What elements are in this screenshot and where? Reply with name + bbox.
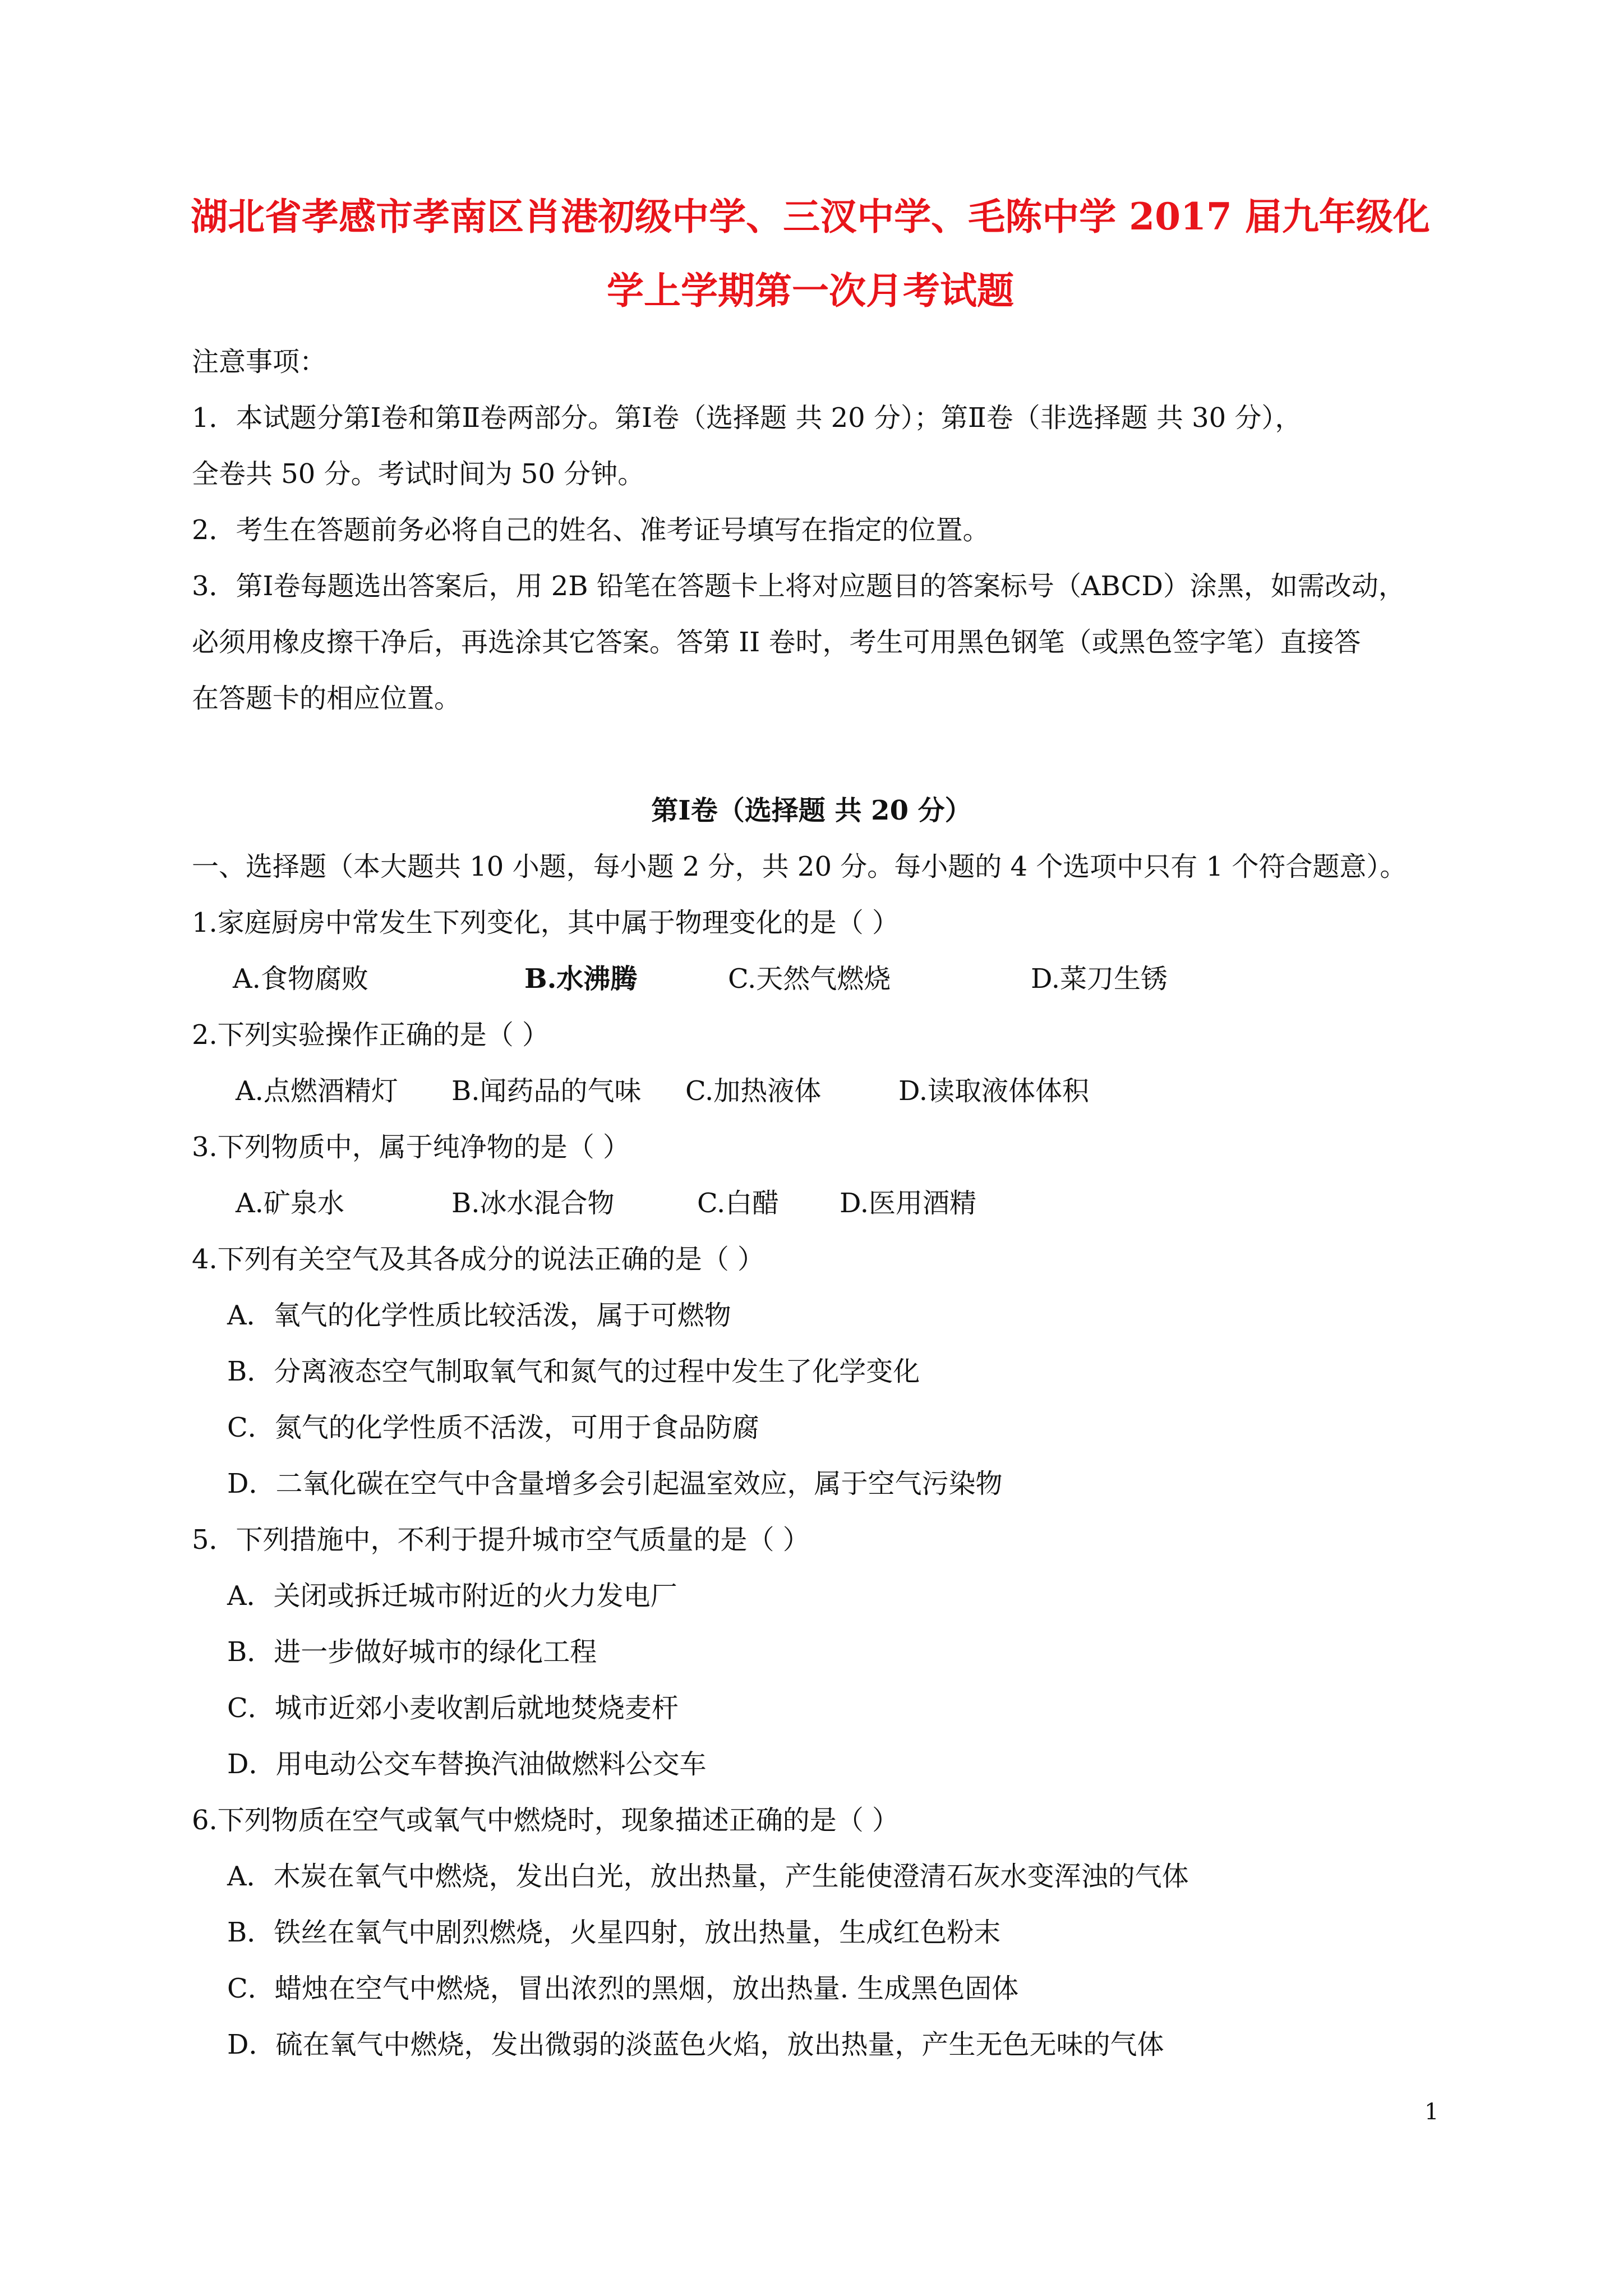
section-1-title: 第Ⅰ卷（选择题 共 20 分） <box>651 795 972 826</box>
question-2-option-c: C.加热液体 <box>685 1075 822 1107</box>
question-5-option-c: C．城市近郊小麦收割后就地焚烧麦杆 <box>227 1692 679 1724</box>
question-1-stem: 1.家庭厨房中常发生下列变化，其中属于物理变化的是（ ） <box>192 907 900 938</box>
note-2: 2．考生在答题前务必将自己的姓名、准考证号填写在指定的位置。 <box>192 514 990 546</box>
note-3-line-3: 在答题卡的相应位置。 <box>192 683 462 714</box>
question-1-option-c: C.天然气燃烧 <box>728 963 891 995</box>
exam-title-line-2: 学上学期第一次月考试题 <box>607 269 1014 312</box>
question-2-stem: 2.下列实验操作正确的是（ ） <box>192 1019 550 1051</box>
question-4-option-d: D．二氧化碳在空气中含量增多会引起温室效应，属于空气污染物 <box>227 1468 1003 1499</box>
question-3-option-c: C.白醋 <box>697 1188 780 1219</box>
question-1-options <box>0 959 1623 999</box>
question-3-option-a: A.矿泉水 <box>236 1188 344 1219</box>
question-5-stem: 5．下列措施中，不利于提升城市空气质量的是（ ） <box>192 1524 810 1556</box>
question-5-option-b: B．进一步做好城市的绿化工程 <box>227 1636 597 1668</box>
question-4-stem: 4.下列有关空气及其各成分的说法正确的是（ ） <box>192 1244 765 1275</box>
question-1-option-b: B.水沸腾 <box>524 963 638 995</box>
question-4-option-b: B．分离液态空气制取氧气和氮气的过程中发生了化学变化 <box>227 1356 920 1387</box>
question-2-option-b: B.闻药品的气味 <box>451 1075 642 1107</box>
question-2-option-d: D.读取液体体积 <box>898 1075 1090 1107</box>
question-3-options <box>0 1184 1623 1223</box>
question-6-option-c: C．蜡烛在空气中燃烧，冒出浓烈的黑烟，放出热量. 生成黑色固体 <box>227 1973 1019 2004</box>
note-1-line-2: 全卷共 50 分。考试时间为 50 分钟。 <box>192 458 645 490</box>
question-2-options <box>0 1071 1623 1111</box>
question-5-option-d: D．用电动公交车替换汽油做燃料公交车 <box>227 1749 707 1780</box>
question-4-option-a: A．氧气的化学性质比较活泼，属于可燃物 <box>227 1300 731 1331</box>
question-1-option-d: D.菜刀生锈 <box>1031 963 1168 995</box>
note-3-line-2: 必须用橡皮擦干净后，再选涂其它答案。答第 II 卷时，考生可用黑色钢笔（或黑色签字笔）直接答 <box>192 627 1361 658</box>
question-4-option-c: C．氮气的化学性质不活泼，可用于食品防腐 <box>227 1412 759 1443</box>
question-6-option-a: A．木炭在氧气中燃烧，发出白光，放出热量，产生能使澄清石灰水变浑浊的气体 <box>227 1861 1189 1892</box>
question-5-option-a: A．关闭或拆迁城市附近的火力发电厂 <box>227 1580 677 1612</box>
exam-title-line-1: 湖北省孝感市孝南区肖港初级中学、三汊中学、毛陈中学 2017 届九年级化 <box>191 195 1430 238</box>
question-3-option-b: B.冰水混合物 <box>451 1188 615 1219</box>
question-3-stem: 3.下列物质中，属于纯净物的是（ ） <box>192 1131 630 1163</box>
question-6-stem: 6.下列物质在空气或氧气中燃烧时，现象描述正确的是（ ） <box>192 1805 900 1836</box>
page-number: 1 <box>1424 2099 1439 2125</box>
question-6-option-d: D．硫在氧气中燃烧，发出微弱的淡蓝色火焰，放出热量，产生无色无味的气体 <box>227 2029 1164 2060</box>
section-1-intro: 一、选择题（本大题共 10 小题，每小题 2 分，共 20 分。每小题的 4 个选项中只有 1 个符合题意）。 <box>192 851 1407 882</box>
note-1-line-1: 1．本试题分第Ⅰ卷和第Ⅱ卷两部分。第Ⅰ卷（选择题 共 20 分）；第Ⅱ卷（非选择题 共 30 分）， <box>192 402 1302 434</box>
notes-heading: 注意事项： <box>192 346 327 378</box>
question-6-option-b: B．铁丝在氧气中剧烈燃烧，火星四射，放出热量，生成红色粉末 <box>227 1917 1001 1948</box>
question-1-option-a: A.食物腐败 <box>233 963 368 995</box>
question-2-option-a: A.点燃酒精灯 <box>236 1075 398 1107</box>
question-3-option-d: D.医用酒精 <box>840 1188 977 1219</box>
note-3-line-1: 3．第Ⅰ卷每题选出答案后，用 2B 铅笔在答题卡上将对应题目的答案标号（ABCD）涂黑，如需改动， <box>192 570 1405 602</box>
